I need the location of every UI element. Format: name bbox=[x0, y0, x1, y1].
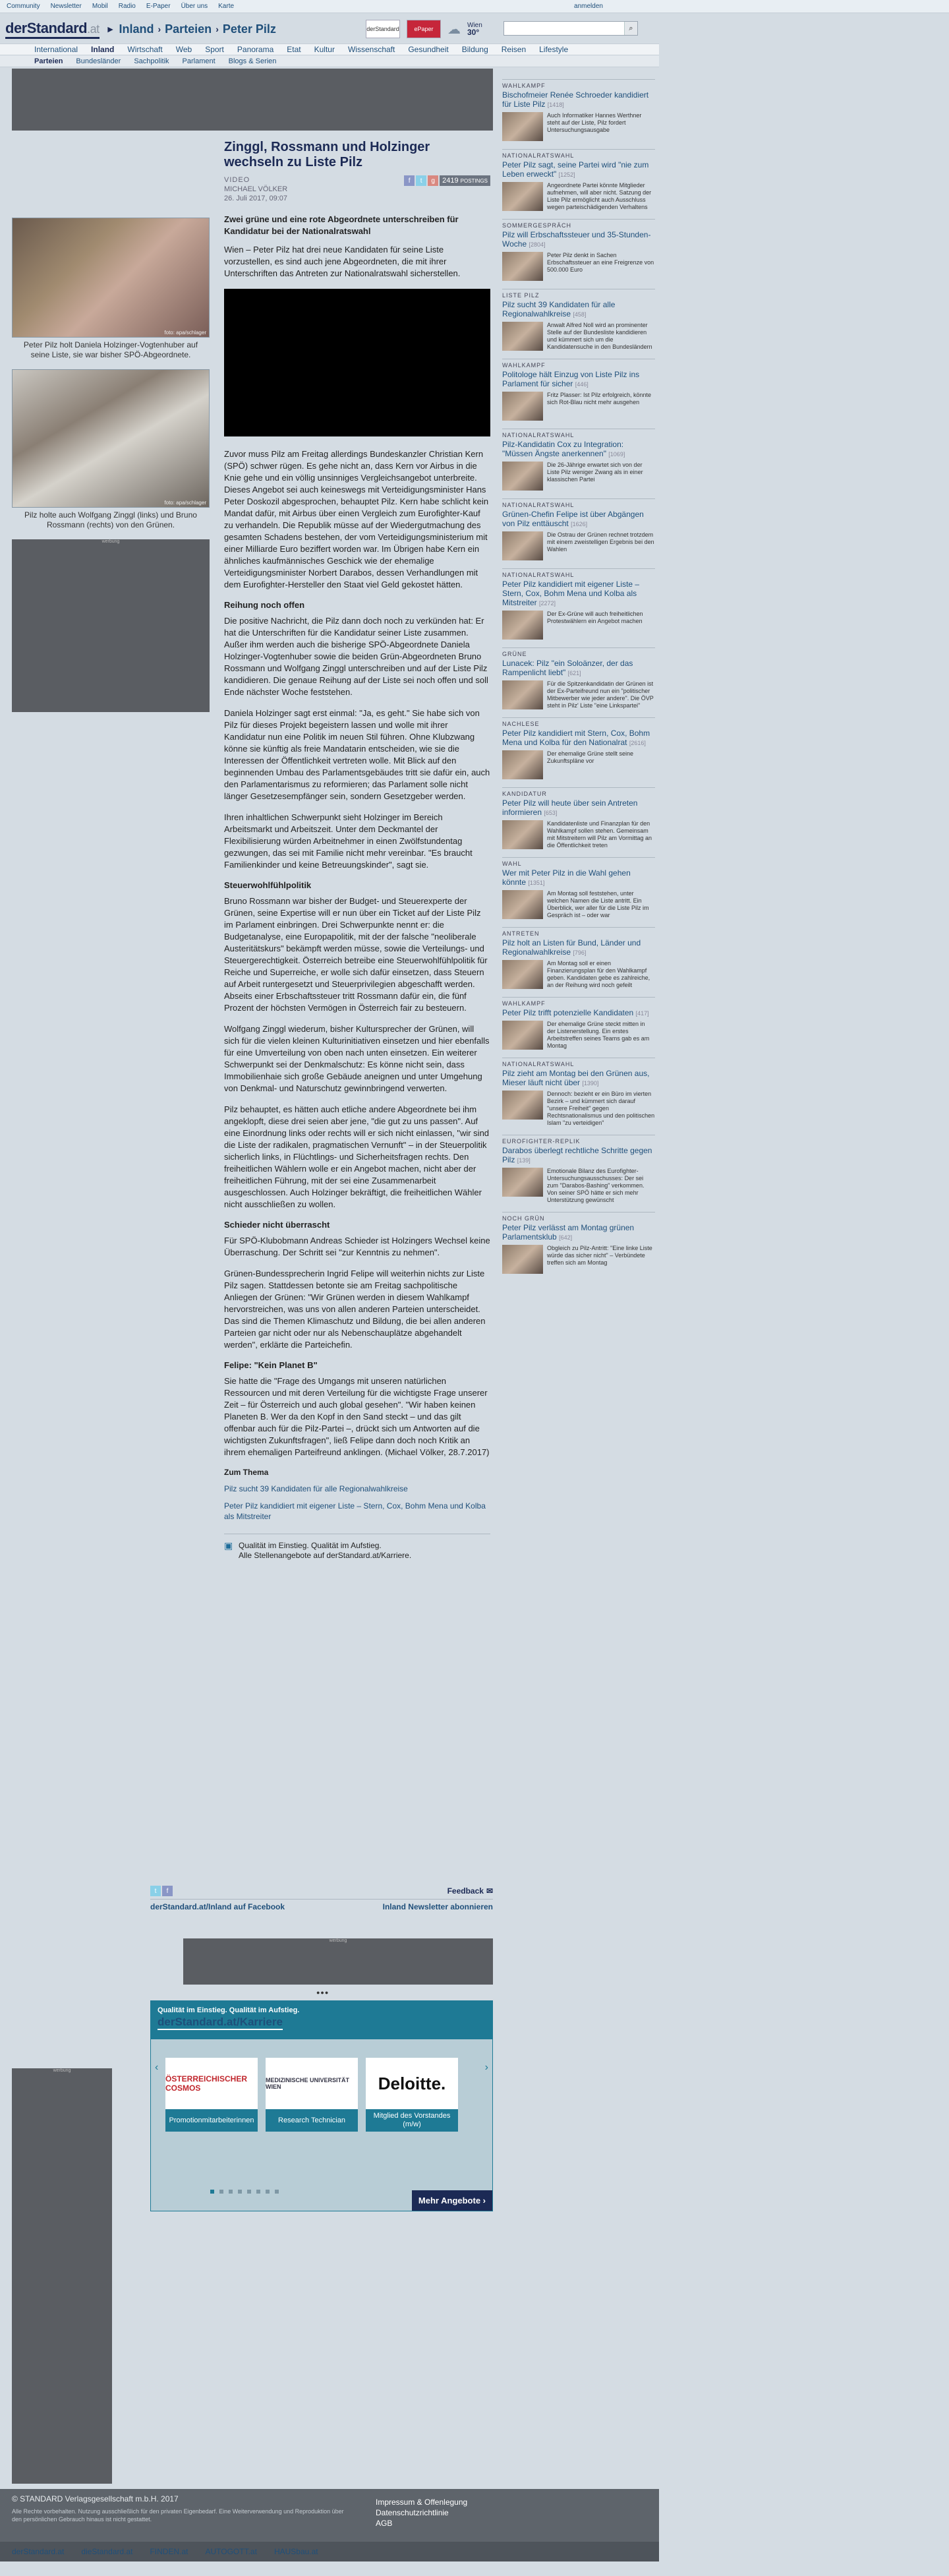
weather-icon: ☁ bbox=[447, 22, 461, 37]
teaser-thumbnail[interactable] bbox=[502, 1091, 543, 1120]
nav-kultur[interactable]: Kultur bbox=[314, 45, 335, 54]
teaser-title-text: Pilz-Kandidatin Cox zu Integration: "Müssen Ängste anerkennen" bbox=[502, 440, 624, 458]
teaser-comment-count: [1626] bbox=[571, 521, 588, 527]
teaser-comment-count: [1418] bbox=[547, 102, 564, 108]
topbar-link-community[interactable]: Community bbox=[7, 3, 40, 10]
chevron-left-icon[interactable]: ‹ bbox=[155, 2062, 159, 2073]
topbar-link-newsletter[interactable]: Newsletter bbox=[50, 3, 82, 10]
article-title: Zinggl, Rossmann und Holzinger wechseln zu Liste Pilz bbox=[224, 140, 430, 169]
teaser-title-text: Grünen-Chefin Felipe ist über Abgängen von Pilz enttäuscht bbox=[502, 510, 644, 528]
sidebar-teaser[interactable] bbox=[502, 359, 655, 421]
pagination-dot[interactable] bbox=[210, 2190, 214, 2194]
job-teaser-line1: Qualität im Einstieg. Qualität im Aufstieg. bbox=[239, 1541, 382, 1550]
pagination-dot[interactable] bbox=[238, 2190, 242, 2194]
photo-caption: Peter Pilz holt Daniela Holzinger-Vogtenhuber auf seine Liste, sie war bisher SPÖ-Abgeordnete. bbox=[23, 340, 198, 359]
teaser-comment-count: [417] bbox=[635, 1010, 649, 1017]
teaser-thumbnail[interactable] bbox=[502, 820, 543, 849]
breadcrumb-peter-pilz[interactable]: Peter Pilz bbox=[222, 22, 276, 36]
nav-etat[interactable]: Etat bbox=[287, 45, 301, 54]
topbar-link-radio[interactable]: Radio bbox=[118, 3, 136, 10]
teaser-kicker: NOCH GRÜN bbox=[502, 1215, 545, 1222]
sidebar-teaser[interactable] bbox=[502, 927, 655, 989]
teaser-title[interactable] bbox=[502, 798, 655, 818]
sidebar-teaser[interactable] bbox=[502, 429, 655, 491]
teaser-thumbnail[interactable] bbox=[502, 750, 543, 779]
site-header bbox=[0, 13, 659, 45]
teaser-comment-count: [1069] bbox=[608, 451, 625, 458]
job-card[interactable] bbox=[366, 2058, 458, 2132]
article-subheading: Schieder nicht überrascht bbox=[224, 1220, 330, 1230]
teaser-title[interactable] bbox=[502, 659, 655, 678]
postings-label: POSTINGS bbox=[460, 177, 488, 184]
teaser-thumbnail[interactable] bbox=[502, 322, 543, 351]
teaser-title[interactable] bbox=[502, 580, 655, 608]
teaser-title[interactable] bbox=[502, 938, 655, 957]
article-paragraph: Bruno Rossmann war bisher der Budget- und Steuerexperte der Grünen, seine Expertise will er nun über ein Ticket auf der Liste Pilz im Parlament einbringen. Drei Schwerpunkte nennt er: die Budgetanalyse, eine Europapolitik, mit der der falsche "neoliberale Austeritätskurs" bekämpft werden müsse, sowie die Verteilungs- und Steuergerechtigkeit. Österreich betreibe eine Steuerwohlfühlpolitik für Reiche und Superreiche, er wolle sich dafür einsetzen, dass Steuern auf Arbeit runtergesetzt und Steuerprivilegien abgeschafft werden. Abseits einer Erbschaftssteuer tritt Rossmann dafür ein, die fünf Prozent der höchsten Vermögen in Österreich fair zu besteuern. bbox=[224, 896, 488, 1013]
sidebar-teaser[interactable] bbox=[502, 568, 655, 640]
site-logo[interactable] bbox=[5, 20, 100, 39]
top-ad-banner[interactable] bbox=[12, 69, 493, 131]
left-column bbox=[12, 218, 210, 712]
teaser-title[interactable] bbox=[502, 1069, 655, 1088]
feedback-label: Feedback bbox=[447, 1886, 484, 1896]
main-nav bbox=[0, 44, 659, 55]
sidebar-teaser[interactable] bbox=[502, 1058, 655, 1127]
teaser-text: Der ehemalige Grüne stellt seine Zukunftspläne vor bbox=[547, 750, 634, 764]
login-link[interactable]: anmelden bbox=[574, 3, 603, 10]
teaser-comment-count: [139] bbox=[517, 1157, 531, 1164]
article-footer bbox=[150, 1886, 493, 1911]
brand-bar bbox=[0, 2542, 659, 2561]
twitter-share-icon[interactable]: t bbox=[150, 1886, 161, 1896]
article-author[interactable]: MICHAEL VÖLKER bbox=[224, 185, 288, 193]
related-link[interactable]: Pilz sucht 39 Kandidaten für alle Regionalwahlkreise bbox=[224, 1484, 408, 1493]
related-sidebar bbox=[502, 79, 655, 1282]
search-input[interactable] bbox=[504, 22, 624, 34]
job-company-logo: ÖSTERREICHISCHER COSMOS bbox=[165, 2074, 248, 2093]
sidebar-teaser[interactable] bbox=[502, 1135, 655, 1204]
teaser-comment-count: [2272] bbox=[539, 600, 556, 607]
pagination-dot[interactable] bbox=[275, 2190, 279, 2194]
job-teaser-line2: Alle Stellenangebote auf derStandard.at/Karriere. bbox=[239, 1551, 412, 1560]
teaser-text: Auch Informatiker Hannes Werthner steht auf der Liste, Pilz fordert Untersuchungsausgabe bbox=[547, 112, 642, 133]
related-link[interactable]: Peter Pilz kandidiert mit eigener Liste – Stern, Cox, Bohm Mena und Kolba als Mitstreiter bbox=[224, 1501, 486, 1521]
teaser-title-text: Pilz sucht 39 Kandidaten für alle Regionalwahlkreise bbox=[502, 300, 616, 318]
teaser-comment-count: [1252] bbox=[558, 171, 575, 178]
job-teaser[interactable] bbox=[224, 1534, 490, 1561]
teaser-title-text: Peter Pilz will heute über sein Antreten informieren bbox=[502, 798, 638, 817]
teaser-kicker: ANTRETEN bbox=[502, 930, 540, 937]
postings-counter[interactable] bbox=[440, 175, 490, 186]
page-footer bbox=[0, 2489, 659, 2542]
ad-label: werbung bbox=[101, 539, 120, 544]
teaser-thumbnail[interactable] bbox=[502, 182, 543, 211]
karriere-header bbox=[151, 2001, 492, 2039]
left-ad[interactable] bbox=[12, 539, 210, 712]
article-paragraph: Zuvor muss Pilz am Freitag allerdings Bundeskanzler Christian Kern (SPÖ) schwer rügen. Es gehe nicht an, dass Kern vor Airbus in die Knie gehe und ein völlig unsinniges Vergleichsangebot unterbreite. Dieses Angebot sei auch keineswegs mit Verteidigungsminister Hans Peter Doskozil abgesprochen, behauptet Pilz. Kern habe schlicht kein Mandat dafür, mit Airbus über einen Vergleich zum Eurofighter-Kauf zu verhandeln. Die Republik müsse auf der Wiedergutmachung des gesamten Schadens bestehen, der vom Verteidigungsministerium mit einer Milliarde Euro beziffert worden war. Im Übrigen habe Kern ein ähnliches kaufmännisches Geschick wie der ehemalige Verteidigungsminister Norbert Darabos, dessen Verhandlungen mit dem Eurofighter-Hersteller den Staat viel Geld gekostet hätten. bbox=[224, 449, 489, 589]
teaser-title-text: Bischofmeier Renée Schroeder kandidiert für Liste Pilz bbox=[502, 90, 649, 109]
copyright: © STANDARD Verlagsgesellschaft m.b.H. 2017 bbox=[12, 2494, 179, 2503]
search-icon[interactable]: ⌕ bbox=[624, 22, 637, 35]
breadcrumb-parteien[interactable]: Parteien bbox=[165, 22, 212, 36]
article-paragraph: Grünen-Bundessprecherin Ingrid Felipe will weiterhin nichts zur Liste Pilz sagen. Stattdessen betonte sie am Freitag sachpolitische Anliegen der Grünen: "Wir Grünen werden in diesem Wahlkampf hervorstreichen, was uns von allen anderen Parteien unterscheidet. Das sind die Themen Klimaschutz und Bildung, die bei allen anderen Parteien gar nicht oder nur als Nebenschauplätze abgehandelt werden", erklärte die Parteichefin. bbox=[224, 1269, 486, 1350]
facebook-share-icon[interactable]: f bbox=[162, 1886, 173, 1896]
teaser-text: Emotionale Bilanz des Eurofighter-Untersuchungsausschusses: Der sei zum "Darabos-Bashing" verkommen. Von seiner SPÖ hätte er sich mehr Unterstützung gewünscht bbox=[547, 1168, 645, 1203]
teaser-thumbnail[interactable] bbox=[502, 680, 543, 709]
sidebar-teaser[interactable] bbox=[502, 79, 655, 141]
article-paragraph: Ihren inhaltlichen Schwerpunkt sieht Holzinger im Bereich Arbeitsmarkt und Arbeitszeit. Unter dem Deckmantel der Flexibilisierung würden Arbeitnehmer in einen Zwölfstundentag gezwungen, das sei mit Familie nicht mehr vereinbar. "Es braucht Familienkinder und keine Betreuungskinder", sagt sie. bbox=[224, 812, 473, 870]
job-card[interactable] bbox=[165, 2058, 258, 2132]
breadcrumb-arrow-icon: › bbox=[216, 24, 219, 34]
related-heading: Zum Thema bbox=[224, 1468, 269, 1477]
article-subheading: Reihung noch offen bbox=[224, 600, 305, 610]
article-subheading: Felipe: "Kein Planet B" bbox=[224, 1360, 318, 1370]
teaser-comment-count: [1351] bbox=[528, 880, 545, 886]
weather-city: Wien bbox=[467, 21, 482, 29]
job-cards bbox=[151, 2039, 492, 2132]
sidebar-teaser[interactable] bbox=[502, 149, 655, 211]
article-paragraph: Für SPÖ-Klubobmann Andreas Schieder ist Holzingers Wechsel keine Überraschung. Der Schritt sei "zur Kenntnis zu nehmen". bbox=[224, 1236, 490, 1257]
teaser-text: Die 26-Jährige erwartet sich von der Liste Pilz weniger Zwang als in einer klassischen Partei bbox=[547, 462, 643, 483]
video-player[interactable] bbox=[224, 289, 490, 436]
teaser-text: Die Ostrau der Grünen rechnet trotzdem mit einem zweistelligen Ergebnis bei den Wahlen bbox=[547, 531, 654, 553]
sidebar-teaser[interactable] bbox=[502, 787, 655, 849]
nav-wirtschaft[interactable]: Wirtschaft bbox=[127, 45, 163, 54]
teaser-text: Dennoch: bezieht er ein Büro im vierten Bezirk – und kümmert sich darauf "unsere Freiheit" gegen Rechtsnationalismus und den politischen Islam "zu verteidigen" bbox=[547, 1091, 655, 1126]
breadcrumb-inland[interactable]: Inland bbox=[119, 22, 154, 36]
teaser-title[interactable] bbox=[502, 370, 655, 389]
newsletter-subscribe-link[interactable]: Inland Newsletter abonnieren bbox=[382, 1902, 493, 1911]
photo-credit: foto: apa/schlager bbox=[164, 500, 206, 506]
teaser-kicker: EUROFIGHTER-REPLIK bbox=[502, 1138, 581, 1145]
brand-link[interactable]: FINDEN.at bbox=[150, 2547, 188, 2556]
subnav-sachpolitik[interactable]: Sachpolitik bbox=[134, 57, 169, 65]
teaser-text: Angeordnete Partei könnte Mitglieder aufnehmen, will aber nicht. Satzung der Liste Pilz ermöglicht auch Ausschluss wegen parteischädigenden Verhaltens bbox=[547, 182, 652, 210]
job-title: Mitglied des Vorstandes (m/w) bbox=[366, 2109, 458, 2132]
topbar-link-epaper[interactable]: E-Paper bbox=[146, 3, 171, 10]
teaser-title-text: Peter Pilz verlässt am Montag grünen Parlamentsklub bbox=[502, 1223, 635, 1242]
teaser-title[interactable] bbox=[502, 440, 655, 459]
breadcrumb-arrow-icon: › bbox=[158, 24, 161, 34]
teaser-comment-count: [1390] bbox=[582, 1080, 599, 1087]
teaser-title[interactable] bbox=[502, 868, 655, 887]
nav-web[interactable]: Web bbox=[175, 45, 192, 54]
nav-sport[interactable]: Sport bbox=[205, 45, 224, 54]
article-photo-zinggl-rossmann[interactable] bbox=[12, 369, 210, 508]
teaser-thumbnail[interactable] bbox=[502, 252, 543, 281]
pagination-dot[interactable] bbox=[247, 2190, 251, 2194]
teaser-kicker: WAHLKAMPF bbox=[502, 1000, 546, 1007]
more-jobs-button[interactable]: Mehr Angebote › bbox=[412, 2190, 492, 2211]
legal-notice: Alle Rechte vorbehalten. Nutzung ausschließlich für den privaten Eigenbedarf. Eine Weiterverwendung und Reproduktion über den persönlichen Gebrauch hinaus ist nicht gestattet. bbox=[12, 2508, 344, 2523]
footer-link-agb[interactable]: AGB bbox=[376, 2519, 393, 2528]
article-photo-holzinger[interactable] bbox=[12, 218, 210, 338]
teaser-comment-count: [621] bbox=[567, 670, 581, 676]
teaser-thumbnail[interactable] bbox=[502, 392, 543, 421]
teaser-text: Anwalt Alfred Noll wird an prominenter Stelle auf der Bundesliste kandidieren und kümmert sich um die Kandidatensuche in den Bundesländern bbox=[547, 322, 652, 350]
topbar-link-karte[interactable]: Karte bbox=[218, 3, 235, 10]
teaser-title[interactable] bbox=[502, 160, 655, 179]
teaser-text: Am Montag soll er einen Finanzierungsplan für den Wahlkampf geben. Kandidaten gebe es zahlreiche, an der Reihung wird noch gefeilt bbox=[547, 960, 650, 988]
teaser-thumbnail[interactable] bbox=[502, 890, 543, 919]
logo-text: derStandard bbox=[5, 19, 88, 36]
article-paragraph: Wolfgang Zinggl wiederum, bisher Kultursprecher der Grünen, will sich für die vielen kleinen Kulturinitiativen einsetzen und hier ebenfalls für eine Umverteilung von oben nach unten einsetzen. Ein weiterer Schwerpunkt sei der Denkmalschutz: Es könne nicht sein, dass Immobilienhaie sich große Gebäude aneignen und unter Umgehung von Denkmal- und Naturschutz gewinnbringend verwerten. bbox=[224, 1024, 490, 1093]
teaser-thumbnail[interactable] bbox=[502, 531, 543, 560]
teaser-thumbnail[interactable] bbox=[502, 1021, 543, 1050]
teaser-kicker: WAHLKAMPF bbox=[502, 82, 546, 89]
teaser-title-text: Lunacek: Pilz "ein Soloänzer, der das Rampenlicht liebt" bbox=[502, 659, 633, 677]
chevron-right-icon[interactable]: › bbox=[484, 2062, 488, 2073]
teaser-comment-count: [2616] bbox=[629, 740, 646, 746]
related-topics bbox=[224, 1468, 490, 1522]
briefcase-icon: ▣ bbox=[224, 1540, 233, 1551]
footer-links bbox=[376, 2497, 467, 2529]
googleplus-share-icon[interactable]: g bbox=[428, 175, 438, 186]
nav-international[interactable]: International bbox=[34, 45, 78, 54]
nav-panorama[interactable]: Panorama bbox=[237, 45, 274, 54]
nav-reisen[interactable]: Reisen bbox=[501, 45, 527, 54]
twitter-share-icon[interactable]: t bbox=[416, 175, 426, 186]
breadcrumb bbox=[106, 22, 276, 36]
article-subheading: Steuerwohlfühlpolitik bbox=[224, 880, 312, 890]
ad-label: werbung bbox=[53, 2068, 71, 2073]
sidebar-teaser[interactable] bbox=[502, 498, 655, 560]
teaser-thumbnail[interactable] bbox=[502, 462, 543, 491]
teaser-title[interactable] bbox=[502, 1223, 655, 1242]
feedback-button[interactable] bbox=[447, 1886, 493, 1896]
teaser-title[interactable] bbox=[502, 90, 655, 109]
article bbox=[224, 140, 490, 1561]
teaser-text: Peter Pilz denkt in Sachen Erbschaftssteuer an eine Freigrenze von 500.000 Euro bbox=[547, 252, 654, 273]
article-paragraph: Die positive Nachricht, die Pilz dann doch noch zu verkünden hat: Er hat die Unterschriften für die Kandidatur seiner Liste zusammen. Außer ihm werden auch die bisherige SPÖ-Abgeordnete Daniela Holzinger-Vogtenhuber sowie die beiden Grün-Abgeordneten Bruno Rossmann und Wolfgang Zinggl unterschreiben und auf der Liste Pilz kandidieren. Die genaue Reihung auf der Liste sei noch offen und soll Ende nächster Woche feststehen. bbox=[224, 616, 488, 697]
teaser-text: Kandidatenliste und Finanzplan für den Wahlkampf sollen stehen. Gemeinsam mit Mitstreitern will Pilz am Vormittag an die Öffentlichkeit treten bbox=[547, 820, 652, 849]
epaper-badge[interactable]: ePaper bbox=[407, 20, 441, 38]
article-paragraph: Sie hatte die "Frage des Umgangs mit unseren natürlichen Ressourcen und mit deren Verteilung für die wichtigste Frage unserer Zeit – für Österreich und auch global gesehen". "Wir haben keinen Planeten B. Wer da den Kopf in den Sand steckt – und das gilt offenbar auch für die Pilz-Partei –, drückt sich um Antworten auf die wichtigsten Zukunftsfragen", ließ Felipe dann doch noch Kritik an ihrem ehemaligen Parteifreund anklingen. (Michael Völker, 28.7.2017) bbox=[224, 1376, 490, 1457]
teaser-title-text: Wer mit Peter Pilz in die Wahl gehen könnte bbox=[502, 868, 631, 887]
subnav-bundeslaender[interactable]: Bundesländer bbox=[76, 57, 121, 65]
job-company-logo: Deloitte. bbox=[378, 2073, 446, 2093]
brand-link[interactable]: dieStandard.at bbox=[81, 2547, 133, 2556]
topbar-link-mobil[interactable]: Mobil bbox=[92, 3, 108, 10]
karriere-box bbox=[150, 2000, 493, 2211]
facebook-share-icon[interactable]: f bbox=[404, 175, 415, 186]
footer-link-datenschutz[interactable]: Datenschutzrichtlinie bbox=[376, 2508, 449, 2517]
teaser-title-text: Peter Pilz sagt, seine Partei wird "nie zum Leben erweckt" bbox=[502, 160, 649, 179]
teaser-kicker: KANDIDATUR bbox=[502, 791, 547, 797]
article-paragraph: Wien – Peter Pilz hat drei neue Kandidaten für seine Liste vorzustellen, es sind auch jene Abgeordneten, die mit ihrer Unterschriften das Antreten zur Nationalratswahl sicherstellen. bbox=[224, 245, 461, 278]
teaser-kicker: NACHLESE bbox=[502, 721, 540, 727]
teaser-kicker: NATIONALRATSWAHL bbox=[502, 432, 575, 438]
topbar-link-about[interactable]: Über uns bbox=[181, 3, 208, 10]
teaser-comment-count: [642] bbox=[559, 1234, 573, 1241]
teaser-title-text: Peter Pilz kandidiert mit Stern, Cox, Bohm Mena und Kolba für den Nationalrat bbox=[502, 729, 650, 747]
teaser-kicker: LISTE PILZ bbox=[502, 292, 540, 299]
logo-suffix: .at bbox=[87, 22, 100, 36]
header-widgets bbox=[366, 20, 482, 38]
photo-caption: Pilz holte auch Wolfgang Zinggl (links) und Bruno Rossmann (rechts) von den Grünen. bbox=[24, 510, 197, 529]
postings-count: 2419 bbox=[442, 177, 459, 185]
breadcrumb-arrow-icon: ► bbox=[105, 24, 115, 34]
teaser-title-text: Pilz zieht am Montag bei den Grünen aus, Mieser läuft nicht über bbox=[502, 1069, 650, 1087]
teaser-title-text: Pilz holt an Listen für Bund, Länder und Regionalwahlkreise bbox=[502, 938, 641, 957]
sidebar-teaser[interactable] bbox=[502, 289, 655, 351]
job-card[interactable] bbox=[266, 2058, 358, 2132]
standard-badge[interactable]: derStandard bbox=[366, 20, 400, 38]
teaser-text: Der Ex-Grüne will auch freiheitlichen Protestwählern ein Angebot machen bbox=[547, 611, 643, 624]
nav-gesundheit[interactable]: Gesundheit bbox=[408, 45, 449, 54]
teaser-kicker: GRÜNE bbox=[502, 651, 527, 657]
ad-label: werbung bbox=[329, 1938, 347, 1943]
nav-bildung[interactable]: Bildung bbox=[461, 45, 488, 54]
pagination-dot[interactable] bbox=[229, 2190, 233, 2194]
subnav-parteien[interactable]: Parteien bbox=[34, 57, 63, 65]
brand-link[interactable]: HAUSbau.at bbox=[273, 2547, 318, 2556]
article-date: 26. Juli 2017, 09:07 bbox=[224, 195, 288, 202]
article-lead: Zwei grüne und eine rote Abgeordnete unterschreiben für Kandidatur bei der Nationalratswahl bbox=[224, 214, 459, 236]
feedback-icon: ✉ bbox=[486, 1886, 493, 1896]
brand-link[interactable]: derStandard.at bbox=[12, 2547, 65, 2556]
weather-widget[interactable] bbox=[467, 22, 482, 37]
sidebar-teaser[interactable] bbox=[502, 219, 655, 281]
job-title: Promotionmitarbeiterinnen bbox=[165, 2109, 258, 2132]
teaser-kicker: NATIONALRATSWAHL bbox=[502, 572, 575, 578]
teaser-title-text: Politologe hält Einzug von Liste Pilz ins Parlament für sicher bbox=[502, 370, 640, 388]
job-title: Research Technician bbox=[266, 2109, 358, 2132]
carousel-dots: ●●● bbox=[316, 1989, 330, 1996]
teaser-kicker: WAHL bbox=[502, 860, 522, 867]
teaser-text: Obgleich zu Pilz-Antritt: "Eine linke Liste würde das sicher nicht" – Verbündete treffen sich am Montag bbox=[547, 1245, 652, 1266]
teaser-thumbnail[interactable] bbox=[502, 611, 543, 640]
subnav-blogs[interactable]: Blogs & Serien bbox=[228, 57, 277, 65]
sidebar-teaser[interactable] bbox=[502, 1212, 655, 1274]
article-kicker: VIDEO bbox=[224, 176, 250, 184]
teaser-thumbnail[interactable] bbox=[502, 1168, 543, 1197]
pagination-dot[interactable] bbox=[256, 2190, 260, 2194]
subnav-parlament[interactable]: Parlament bbox=[182, 57, 216, 65]
teaser-text: Am Montag soll feststehen, unter welchen Namen die Liste antritt. Ein Überblick, wer aller für die Liste Pilz im Gespräch ist – oder war bbox=[547, 890, 649, 918]
mid-ad[interactable] bbox=[183, 1938, 493, 1985]
teaser-thumbnail[interactable] bbox=[502, 112, 543, 141]
teaser-title[interactable] bbox=[502, 1008, 655, 1018]
teaser-title[interactable] bbox=[502, 510, 655, 529]
search-box bbox=[503, 21, 638, 36]
brand-link[interactable]: AUTOGOTT.at bbox=[205, 2547, 257, 2556]
sub-nav bbox=[0, 55, 659, 67]
teaser-text: Für die Spitzenkandidatin der Grünen ist der Ex-Parteifreund nun ein "politischer Mitbewerber wie jeder andere". Die ÖVP steht in Pilz' Liste "eine Linkspartei" bbox=[547, 680, 654, 709]
karriere-tagline: Qualität im Einstieg. Qualität im Aufstieg. bbox=[158, 2006, 300, 2014]
nav-wissenschaft[interactable]: Wissenschaft bbox=[347, 45, 395, 54]
karriere-brand-link[interactable]: derStandard.at/Karriere bbox=[158, 2016, 283, 2030]
teaser-thumbnail[interactable] bbox=[502, 960, 543, 989]
teaser-title-text: Pilz will Erbschaftssteuer und 35-Stunden-Woche bbox=[502, 230, 651, 249]
teaser-comment-count: [458] bbox=[573, 311, 587, 318]
teaser-title-text: Peter Pilz kandidiert mit eigener Liste – Stern, Cox, Bohm Mena und Kolba als Mitstreiter bbox=[502, 580, 640, 607]
facebook-page-link[interactable]: derStandard.at/Inland auf Facebook bbox=[150, 1902, 285, 1911]
sidebar-teaser[interactable] bbox=[502, 647, 655, 709]
teaser-title[interactable] bbox=[502, 1146, 655, 1165]
teaser-title[interactable] bbox=[502, 300, 655, 319]
nav-inland[interactable]: Inland bbox=[91, 45, 115, 54]
utility-bar bbox=[0, 0, 949, 13]
footer-link-impressum[interactable]: Impressum & Offenlegung bbox=[376, 2498, 468, 2507]
teaser-kicker: WAHLKAMPF bbox=[502, 362, 546, 369]
teaser-comment-count: [446] bbox=[575, 381, 589, 388]
sidebar-teaser[interactable] bbox=[502, 997, 655, 1050]
job-company-logo: MEDIZINISCHE UNIVERSITÄT WIEN bbox=[266, 2077, 350, 2090]
pagination-dot[interactable] bbox=[219, 2190, 223, 2194]
share-bar bbox=[404, 175, 490, 186]
weather-temp: 30° bbox=[467, 27, 480, 37]
teaser-title-text: Peter Pilz trifft potenzielle Kandidaten bbox=[502, 1008, 634, 1017]
teaser-comment-count: [2804] bbox=[529, 241, 546, 248]
pagination-dot[interactable] bbox=[266, 2190, 270, 2194]
sidebar-teaser[interactable] bbox=[502, 717, 655, 779]
teaser-title[interactable] bbox=[502, 729, 655, 748]
sidebar-teaser[interactable] bbox=[502, 857, 655, 919]
teaser-comment-count: [653] bbox=[544, 810, 558, 816]
teaser-title-text: Darabos überlegt rechtliche Schritte gegen Pilz bbox=[502, 1146, 652, 1164]
teaser-text: Fritz Plasser: Ist Pilz erfolgreich, könnte sich Rot-Blau nicht mehr ausgehen bbox=[547, 392, 652, 405]
teaser-kicker: NATIONALRATSWAHL bbox=[502, 502, 575, 508]
article-paragraph: Pilz behauptet, es hätten auch etliche andere Abgeordnete bei ihm angeklopft, diese drei seien aber jene, "die gut zu uns passen". Auf eine Einordnung links oder rechts will er sich nicht einlassen, "wir sind die Liste der radikalen, pragmatischen Vernunft" – in der Steuerpolitik sicherlich links, in Flüchtlings- und Sicherheitsfragen rechts. Den freiheitlichen Wählern wolle er ein Angebot machen, nicht aber der freiheitlichen Führung, mit der sei eine Zusammenarbeit ausgeschlossen. Auch Holzinger bekräftigt, die freiheitlichen Wähler nicht ausschließen zu wollen. bbox=[224, 1104, 490, 1209]
nav-lifestyle[interactable]: Lifestyle bbox=[539, 45, 569, 54]
teaser-text: Der ehemalige Grüne steckt mitten in der Listenerstellung. Ein erstes Arbeitstreffen seines Teams gab es am Montag bbox=[547, 1021, 650, 1049]
teaser-kicker: NATIONALRATSWAHL bbox=[502, 152, 575, 159]
teaser-title[interactable] bbox=[502, 230, 655, 249]
karriere-pagination bbox=[210, 2190, 279, 2194]
article-paragraph: Daniela Holzinger sagt erst einmal: "Ja, es geht." Sie habe sich von Pilz für dieses Projekt begeistern lassen und wolle mit ihrer Kandidatur nun eine Politik im neuen Stil führen. Ohne Klubzwang könne sie künftig als freie Mandatarin entscheiden, wie sie die Interessen der Öffentlichkeit vertreten wolle. Mit Blick auf den beginnenden Umbau des Parlamentsgebäudes tritt sie dafür ein, auch den Parlamentarismus zu reformieren; das Parlament solle nicht länger Gesetzesempfänger sein, sondern Gesetzgeber werden. bbox=[224, 708, 490, 801]
teaser-kicker: SOMMERGESPRÄCH bbox=[502, 222, 572, 229]
teaser-comment-count: [796] bbox=[573, 949, 587, 956]
teaser-thumbnail[interactable] bbox=[502, 1245, 543, 1274]
side-ad[interactable] bbox=[12, 2068, 112, 2484]
photo-credit: foto: apa/schlager bbox=[164, 330, 206, 336]
teaser-kicker: NATIONALRATSWAHL bbox=[502, 1061, 575, 1067]
